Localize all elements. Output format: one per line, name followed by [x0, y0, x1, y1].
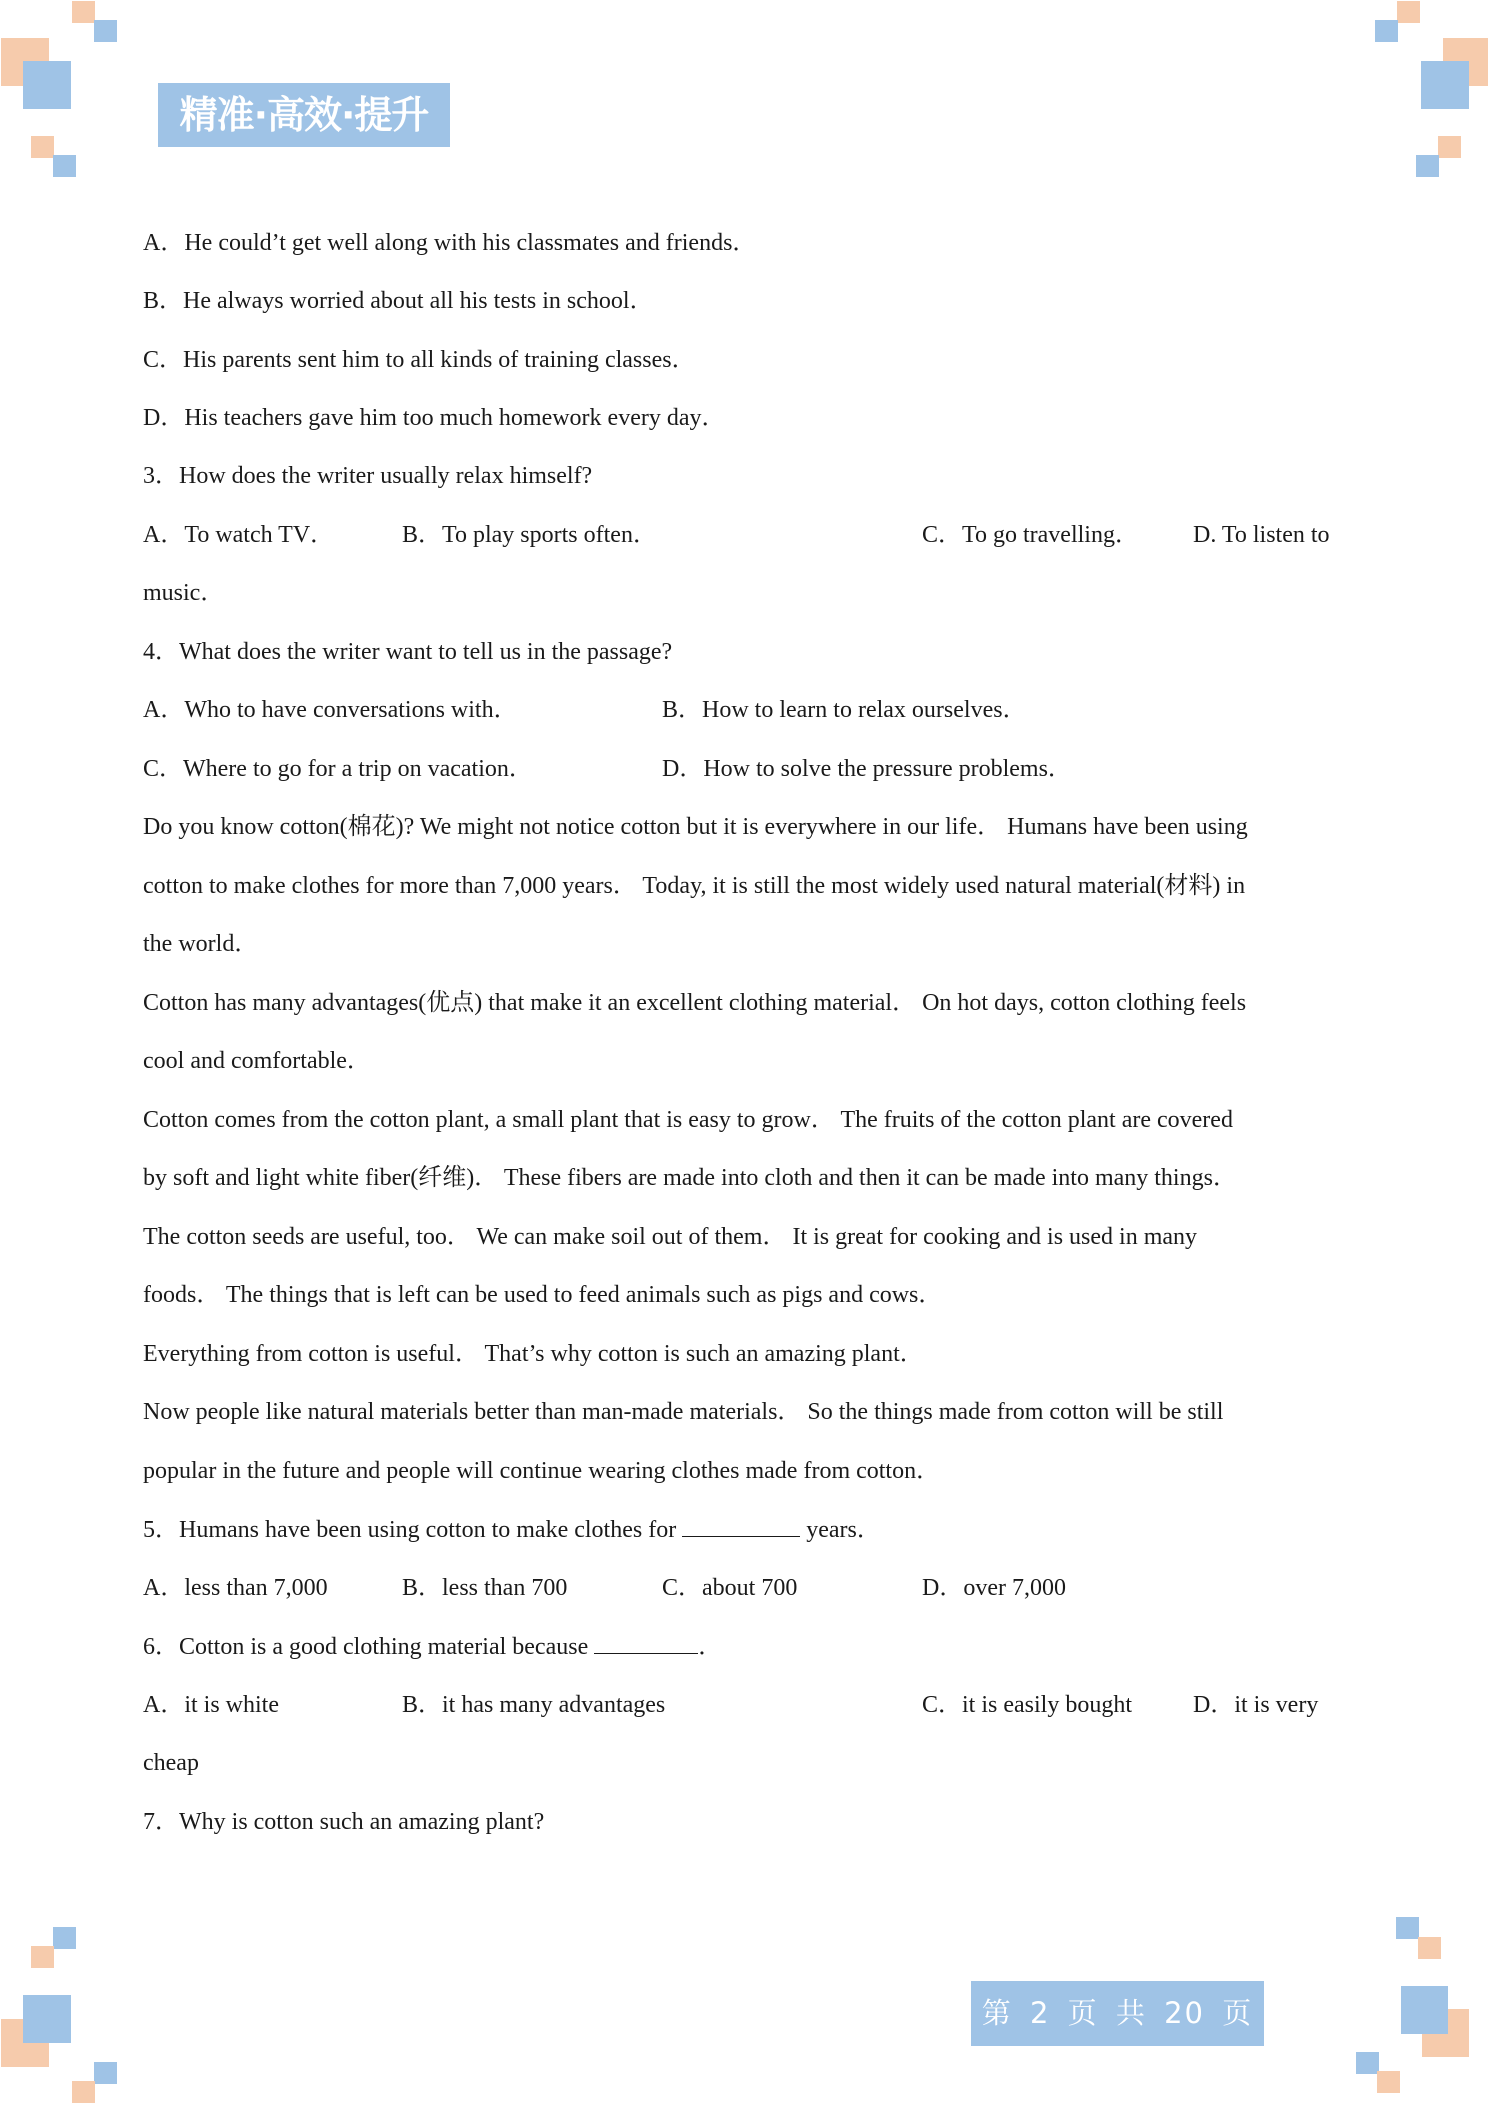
decor-square [72, 1, 95, 23]
decor-square [1356, 2052, 1379, 2074]
passage-line: Cotton has many advantages(优点) that make it an excellent clothing material． On hot days, cotton clothing feels [143, 990, 1247, 1016]
decor-square [72, 2081, 95, 2103]
q6-option-c: C．it is easily bought [922, 1692, 1132, 1718]
q2-option-b: B．He always worried about all his tests in school． [143, 288, 654, 314]
decor-square [23, 61, 71, 109]
q2-option-d: D．His teachers gave him too much homework every day． [143, 405, 726, 431]
decor-square [31, 136, 54, 158]
passage-line: by soft and light white fiber(纤维)． These fibers are made into cloth and then it can be made into many things． [143, 1165, 1237, 1191]
passage-line: The cotton seeds are useful, too． We can make soil out of them． It is great for cooking and is used in many [143, 1224, 1198, 1250]
decor-square [1418, 1937, 1441, 1959]
decor-square [94, 2062, 117, 2084]
q6-question-text: 6．Cotton is a good clothing material because [143, 1634, 595, 1660]
q4-option-c: C．Where to go for a trip on vacation． [143, 756, 533, 782]
q5-question [143, 1514, 881, 1545]
passage-line: foods． The things that is left can be used to feed animals such as pigs and cows． [143, 1282, 943, 1308]
decor-square [53, 1927, 76, 1949]
decor-square [1438, 136, 1461, 158]
q4-option-a: A．Who to have conversations with． [143, 697, 518, 723]
answer-blank [594, 1631, 698, 1654]
passage-line: Everything from cotton is useful． That’s why cotton is such an amazing plant． [143, 1341, 924, 1367]
q3-option-b: B．To play sports often． [402, 522, 657, 548]
decor-square [94, 20, 117, 42]
q6-option-d: D．it is very [1193, 1692, 1319, 1718]
decor-square [1396, 1917, 1419, 1939]
q7-question: 7．Why is cotton such an amazing plant? [143, 1809, 545, 1835]
decor-square [31, 1946, 54, 1968]
q6-option-b: B．it has many advantages [402, 1692, 666, 1718]
answer-blank [682, 1514, 800, 1537]
decor-square [23, 1995, 71, 2043]
q3-option-d: D. To listen to [1193, 522, 1330, 548]
q5-option-d: D．over 7,000 [922, 1575, 1066, 1601]
decor-square [1377, 2071, 1400, 2093]
q6-option-a: A．it is white [143, 1692, 279, 1718]
q4-option-b: B．How to learn to relax ourselves． [662, 697, 1027, 723]
page-indicator: 第 2 页 共 20 页 [971, 1981, 1264, 2046]
q5-question-text: 5．Humans have been using cotton to make clothes for [143, 1517, 683, 1543]
q6-question [143, 1631, 722, 1662]
q5-option-a: A．less than 7,000 [143, 1575, 328, 1601]
decor-square [1397, 1, 1420, 23]
q3-option-a: A．To watch TV． [143, 522, 335, 548]
decor-square [1401, 1986, 1448, 2034]
q6-question-tail: ． [698, 1634, 723, 1660]
q3-question: 3．How does the writer usually relax himself? [143, 463, 593, 489]
q2-option-a: A．He could’t get well along with his classmates and friends． [143, 230, 757, 256]
decor-square [53, 155, 76, 177]
decor-square [1375, 20, 1398, 42]
decor-square [1421, 61, 1469, 109]
passage-line: Do you know cotton(棉花)? We might not notice cotton but it is everywhere in our life． Humans have been using [143, 814, 1248, 840]
q4-option-d: D．How to solve the pressure problems． [662, 756, 1072, 782]
passage-line: Cotton comes from the cotton plant, a small plant that is easy to grow． The fruits of the cotton plant are covered [143, 1107, 1233, 1133]
decor-square [1416, 155, 1439, 177]
q5-option-c: C．about 700 [662, 1575, 798, 1601]
q6-option-d-wrap: cheap [143, 1750, 199, 1776]
passage-line: cotton to make clothes for more than 7,000 years． Today, it is still the most widely used natural material(材料) in [143, 873, 1246, 899]
q3-option-d-wrap: music． [143, 580, 225, 606]
passage-line: Now people like natural materials better than man-made materials． So the things made from cotton will be still [143, 1399, 1224, 1425]
q4-question: 4．What does the writer want to tell us in the passage? [143, 639, 673, 665]
q5-option-b: B．less than 700 [402, 1575, 568, 1601]
q5-question-tail: years． [800, 1517, 881, 1543]
brand-banner: 精准·高效·提升 [158, 83, 450, 147]
q3-option-c: C．To go travelling． [922, 522, 1139, 548]
q2-option-c: C．His parents sent him to all kinds of training classes． [143, 347, 696, 373]
passage-line: popular in the future and people will continue wearing clothes made from cotton． [143, 1458, 941, 1484]
passage-line: the world． [143, 931, 259, 957]
passage-line: cool and comfortable． [143, 1048, 371, 1074]
